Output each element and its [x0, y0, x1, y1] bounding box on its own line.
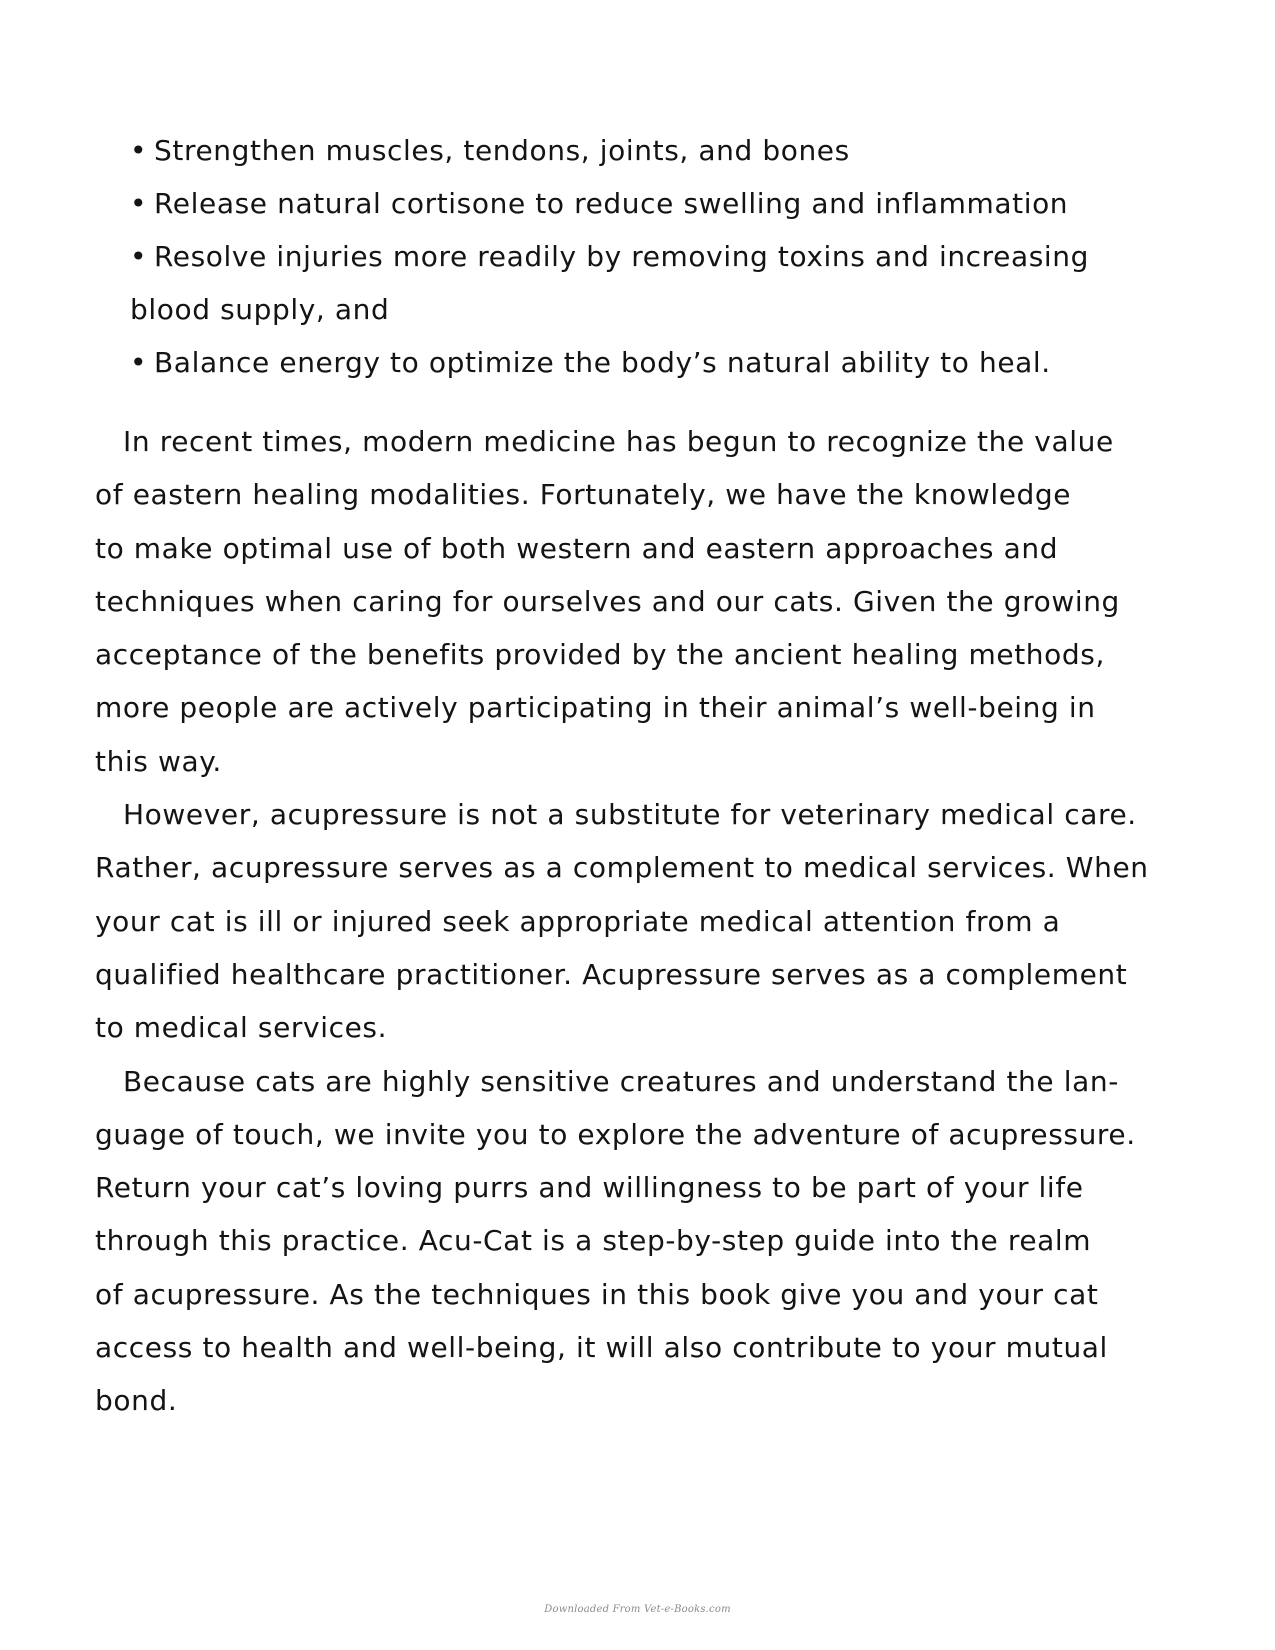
bullet-continuation-text: blood supply, and	[130, 293, 390, 326]
text-line: Rather, acupressure serves as a complement to medical services. When	[95, 851, 1149, 885]
bullet-text: Resolve injuries more readily by removing toxins and increasing	[154, 240, 1090, 273]
paragraph-modern-medicine	[95, 415, 1195, 788]
text-line: to medical services.	[95, 1011, 388, 1045]
bullet-text: Balance energy to optimize the body’s natural ability to heal.	[154, 346, 1051, 379]
text-line: bond.	[95, 1384, 178, 1418]
bullet-symbol: •	[130, 346, 148, 379]
text-line: qualified healthcare practitioner. Acupressure serves as a complement	[95, 957, 1128, 991]
bullet-symbol: •	[130, 134, 148, 167]
text-line: of eastern healing modalities. Fortunately, we have the knowledge	[95, 478, 1072, 512]
text-line: access to health and well-being, it will also contribute to your mutual	[95, 1331, 1108, 1365]
bullet-symbol: •	[130, 187, 148, 220]
bullet-text: Release natural cortisone to reduce swelling and inflammation	[154, 187, 1069, 220]
text-line: techniques when caring for ourselves and our cats. Given the growing	[95, 584, 1120, 618]
bullet-item	[130, 336, 1150, 389]
bullet-item	[130, 177, 1150, 230]
text-line: more people are actively participating in their animal’s well-being in	[95, 691, 1096, 725]
text-line: acceptance of the benefits provided by the ancient healing methods,	[95, 638, 1105, 672]
text-line: Because cats are highly sensitive creatures and understand the lan-	[123, 1064, 1119, 1098]
benefits-bullet-list	[130, 124, 1150, 389]
body-text	[95, 415, 1195, 1428]
bullet-symbol: •	[130, 240, 148, 273]
text-line: your cat is ill or injured seek appropriate medical attention from a	[95, 904, 1061, 938]
download-credit-footer: Downloaded From Vet-e-Books.com	[544, 1604, 731, 1615]
paragraph-language-of-touch	[95, 1055, 1195, 1428]
text-line: through this practice. Acu-Cat is a step-by-step guide into the realm	[95, 1224, 1092, 1258]
paragraph-not-a-substitute	[95, 788, 1195, 1054]
bullet-text: Strengthen muscles, tendons, joints, and bones	[154, 134, 850, 167]
bullet-item	[130, 230, 1150, 336]
bullet-item	[130, 124, 1150, 177]
text-line: this way.	[95, 744, 222, 778]
text-line: to make optimal use of both western and eastern approaches and	[95, 531, 1059, 565]
text-line: guage of touch, we invite you to explore the adventure of acupressure.	[95, 1117, 1136, 1151]
text-line: However, acupressure is not a substitute for veterinary medical care.	[123, 798, 1137, 832]
text-line: In recent times, modern medicine has begun to recognize the value	[123, 425, 1114, 458]
text-line: of acupressure. As the techniques in this book give you and your cat	[95, 1277, 1099, 1311]
text-line: Return your cat’s loving purrs and willingness to be part of your life	[95, 1171, 1084, 1205]
